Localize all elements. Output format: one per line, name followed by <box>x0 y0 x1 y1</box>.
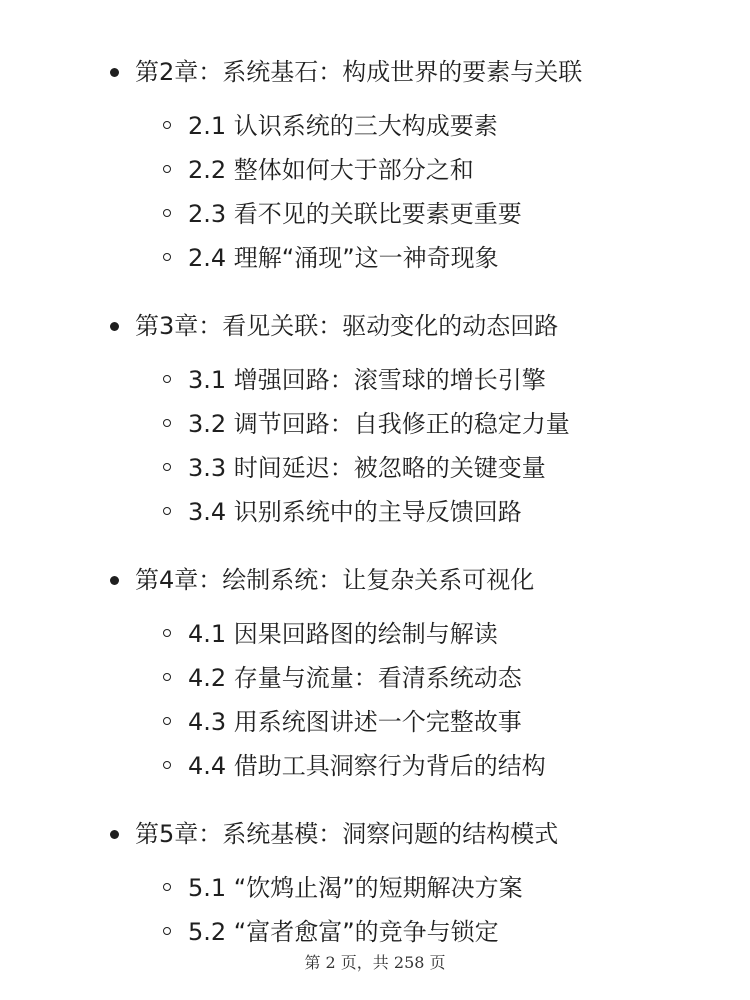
section-item <box>135 866 750 910</box>
section-item <box>135 490 750 534</box>
circle-bullet-icon <box>163 253 171 261</box>
bullet-dot-icon <box>110 576 119 585</box>
section-item <box>135 148 750 192</box>
bullet-dot-icon <box>110 830 119 839</box>
circle-bullet-icon <box>163 717 171 725</box>
section-label: 3.3 时间延迟：被忽略的关键变量 <box>188 454 546 482</box>
section-item <box>135 104 750 148</box>
circle-bullet-icon <box>163 209 171 217</box>
page-footer <box>0 950 750 973</box>
section-label: 3.4 识别系统中的主导反馈回路 <box>188 498 522 526</box>
table-of-contents <box>0 48 750 976</box>
chapter-title-text: 第2章：系统基石：构成世界的要素与关联 <box>135 58 583 86</box>
section-label: 3.1 增强回路：滚雪球的增长引擎 <box>188 366 546 394</box>
chapter-title-text: 第5章：系统基模：洞察问题的结构模式 <box>135 820 559 848</box>
bullet-dot-icon <box>110 68 119 77</box>
chapter-title-text: 第4章：绘制系统：让复杂关系可视化 <box>135 566 535 594</box>
circle-bullet-icon <box>163 375 171 383</box>
section-list <box>135 358 750 534</box>
circle-bullet-icon <box>163 927 171 935</box>
circle-bullet-icon <box>163 629 171 637</box>
circle-bullet-icon <box>163 463 171 471</box>
circle-bullet-icon <box>163 673 171 681</box>
circle-bullet-icon <box>163 121 171 129</box>
section-list <box>135 104 750 280</box>
section-label: 4.2 存量与流量：看清系统动态 <box>188 664 522 692</box>
circle-bullet-icon <box>163 419 171 427</box>
circle-bullet-icon <box>163 165 171 173</box>
section-item <box>135 358 750 402</box>
section-label: 2.1 认识系统的三大构成要素 <box>188 112 498 140</box>
section-label: 3.2 调节回路：自我修正的稳定力量 <box>188 410 570 438</box>
section-item <box>135 656 750 700</box>
section-item <box>135 700 750 744</box>
page-number: 第 2 页，共 258 页 <box>304 953 446 972</box>
section-label: 5.2 “富者愈富”的竞争与锁定 <box>188 918 499 946</box>
section-label: 5.1 “饮鸩止渴”的短期解决方案 <box>188 874 523 902</box>
circle-bullet-icon <box>163 761 171 769</box>
chapter-4 <box>0 556 750 788</box>
chapter-2 <box>0 48 750 280</box>
chapter-3 <box>0 302 750 534</box>
chapter-title <box>135 302 750 350</box>
section-label: 2.2 整体如何大于部分之和 <box>188 156 474 184</box>
section-list <box>135 866 750 954</box>
section-label: 4.1 因果回路图的绘制与解读 <box>188 620 498 648</box>
chapter-title <box>135 48 750 96</box>
chapter-title-text: 第3章：看见关联：驱动变化的动态回路 <box>135 312 559 340</box>
section-item <box>135 402 750 446</box>
section-item <box>135 446 750 490</box>
section-label: 2.3 看不见的关联比要素更重要 <box>188 200 522 228</box>
section-item <box>135 744 750 788</box>
section-item <box>135 612 750 656</box>
section-item <box>135 192 750 236</box>
section-item <box>135 236 750 280</box>
section-label: 4.3 用系统图讲述一个完整故事 <box>188 708 522 736</box>
section-label: 4.4 借助工具洞察行为背后的结构 <box>188 752 546 780</box>
chapter-title <box>135 556 750 604</box>
section-item <box>135 910 750 954</box>
section-list <box>135 612 750 788</box>
chapter-5 <box>0 810 750 954</box>
circle-bullet-icon <box>163 883 171 891</box>
section-label: 2.4 理解“涌现”这一神奇现象 <box>188 244 499 272</box>
chapter-title <box>135 810 750 858</box>
circle-bullet-icon <box>163 507 171 515</box>
bullet-dot-icon <box>110 322 119 331</box>
